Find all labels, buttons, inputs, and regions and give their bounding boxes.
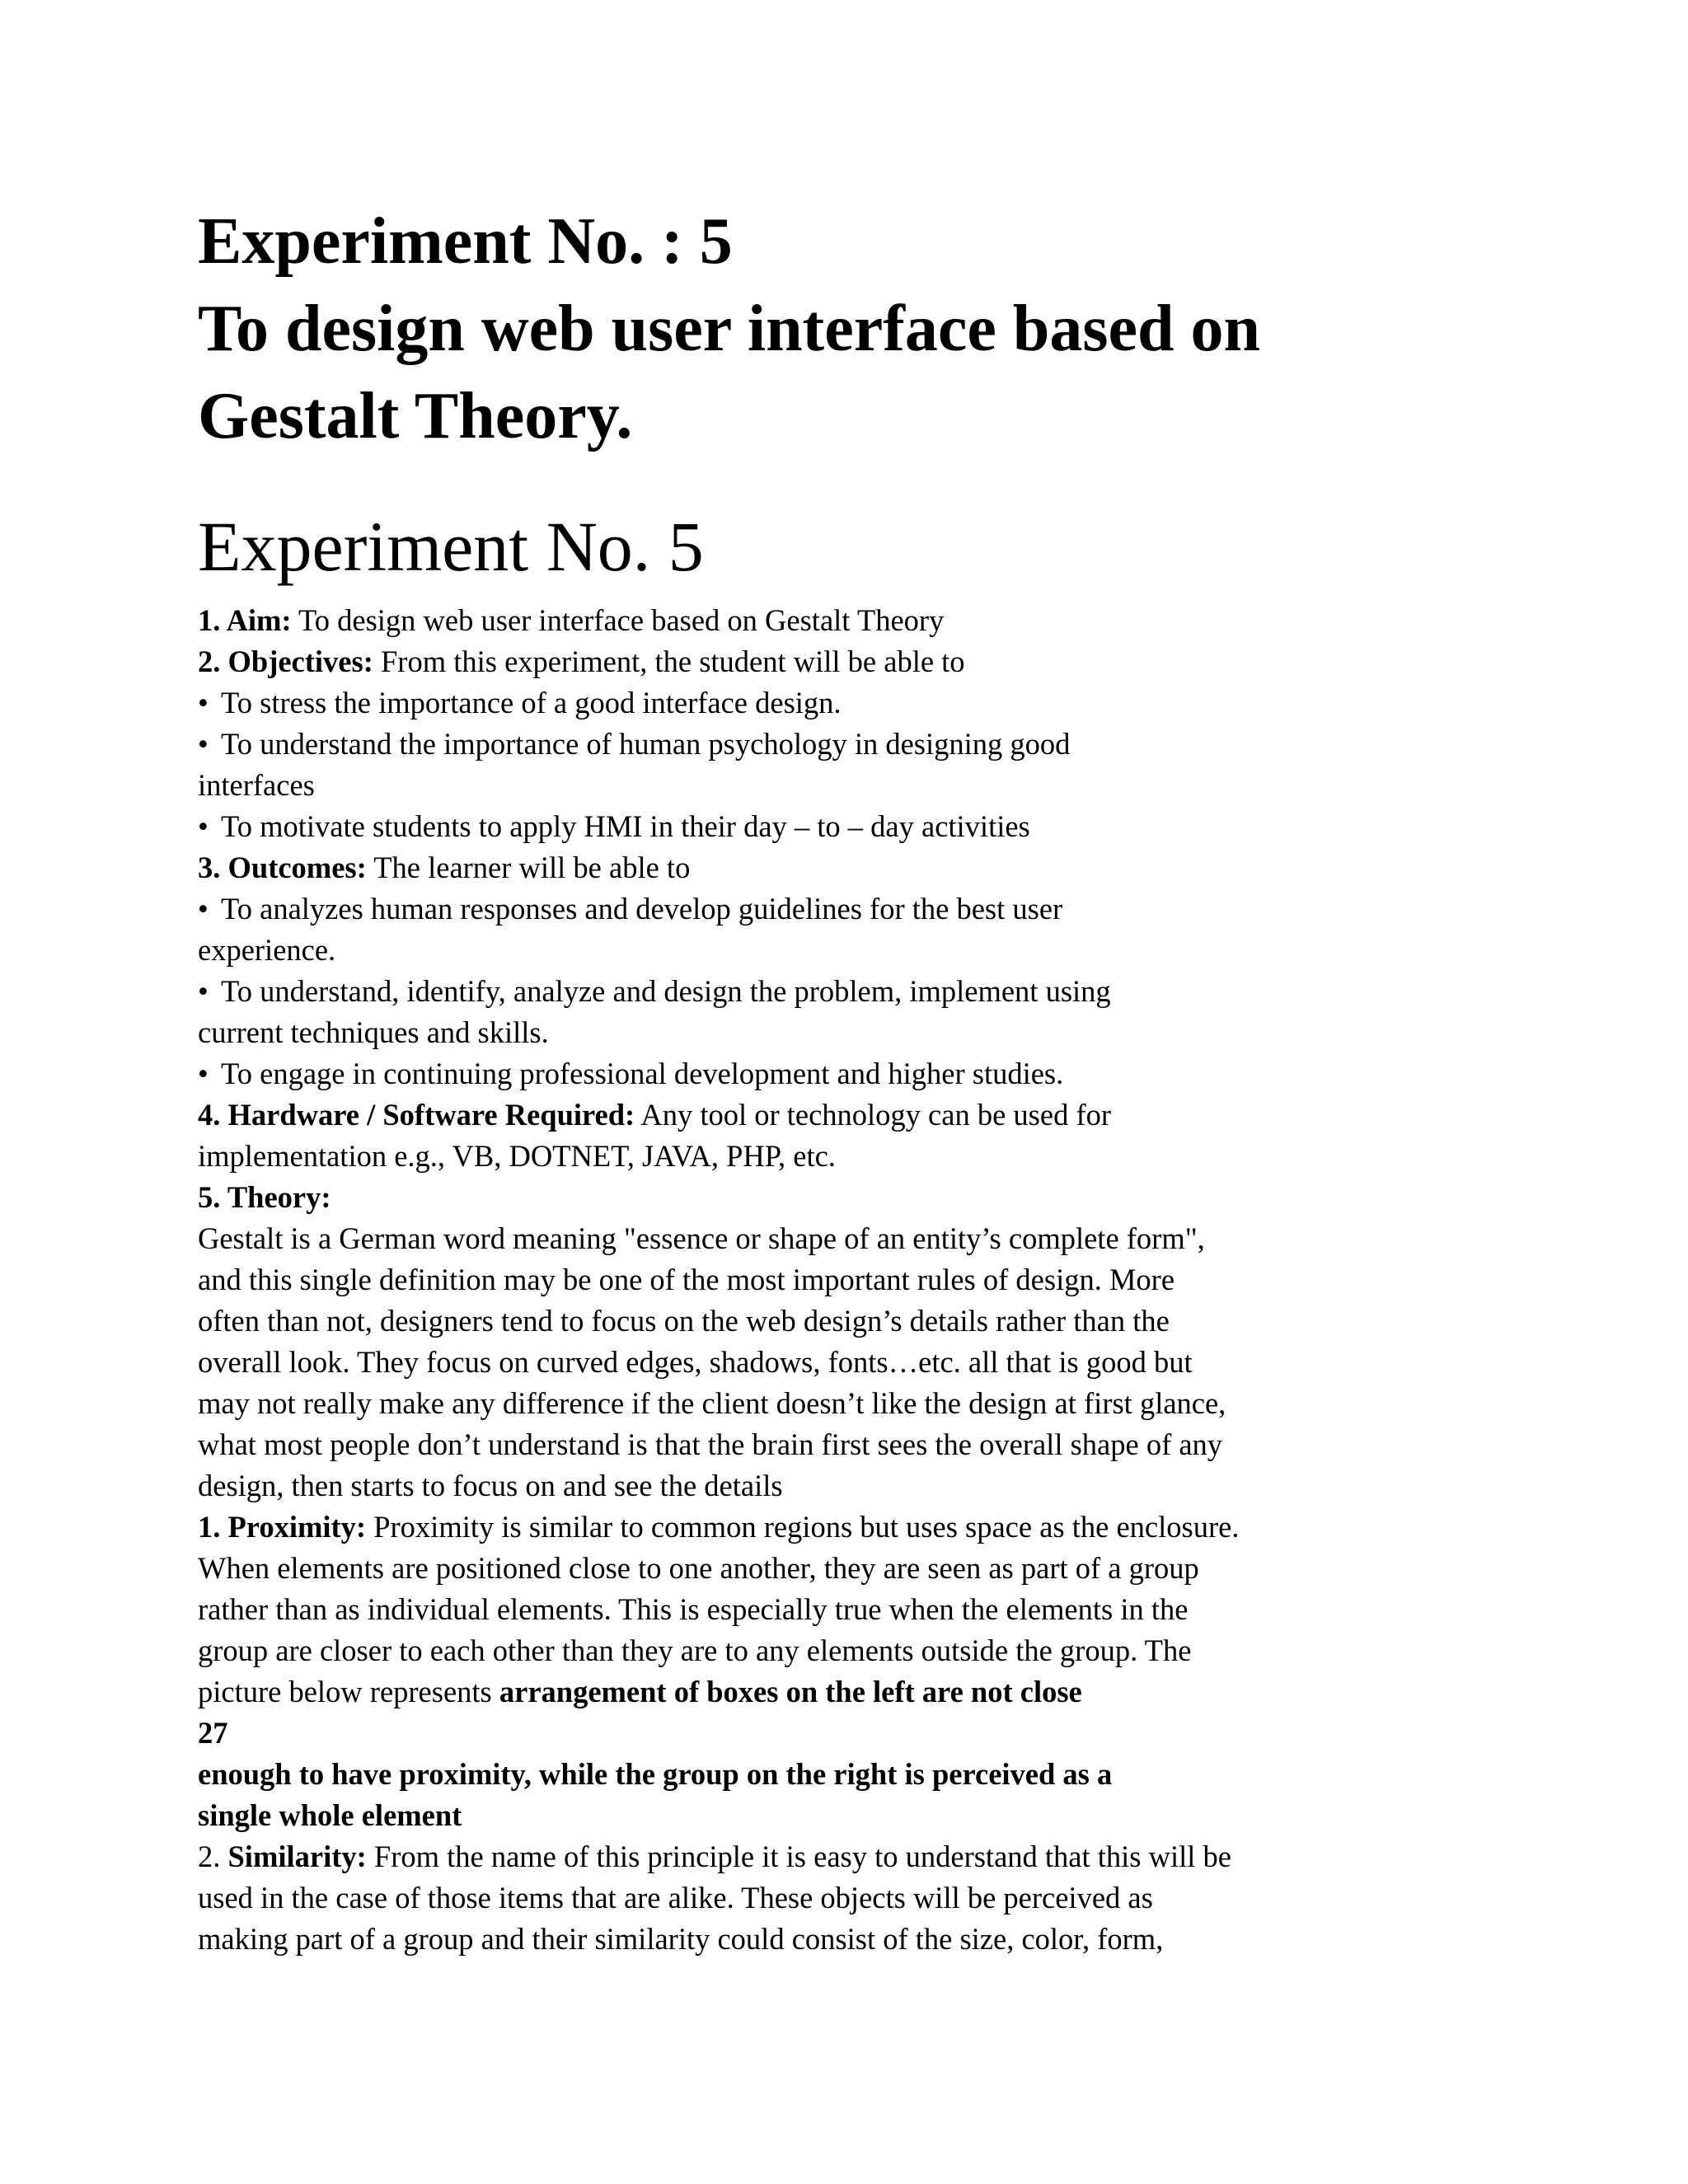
theory-paragraph-line: design, then starts to focus on and see the details [198,1469,783,1502]
objectives-line [198,641,1484,682]
bullet-icon: • [198,1057,209,1090]
title-line-2: To design web user interface based on [198,293,1260,365]
objective-bullet-2-cont: interfaces [198,768,315,802]
similarity-paragraph-line: used in the case of those items that are alike. These objects will be perceived as [198,1881,1153,1915]
outcome-bullet-1-cont: experience. [198,933,336,967]
proximity-paragraph-line: rather than as individual elements. This is especially true when the elements in the [198,1592,1189,1626]
document-body [198,600,1484,1960]
outcome-text-2: To understand, identify, analyze and design the problem, implement using [221,974,1111,1008]
outcomes-line [198,847,1484,888]
objective-bullet-2 [198,724,1484,765]
page-number: 27 [198,1716,228,1750]
bullet-icon: • [198,809,209,843]
proximity-text: Proximity is similar to common regions but uses space as the enclosure. [366,1510,1240,1544]
proximity-last-bold: arrangement of boxes on the left are not close [499,1675,1082,1708]
objective-text-3: To motivate students to apply HMI in their day – to – day activities [221,809,1030,843]
outcome-text-1: To analyzes human responses and develop guidelines for the best user [221,892,1063,926]
objective-bullet-1 [198,682,1484,724]
outcomes-label: 3. Outcomes: [198,851,367,884]
theory-label: 5. Theory: [198,1180,331,1214]
theory-paragraph-line: and this single definition may be one of the most important rules of design. More [198,1263,1175,1296]
theory-paragraph-line: overall look. They focus on curved edges, shadows, fonts…etc. all that is good but [198,1345,1193,1379]
theory-paragraph-line: often than not, designers tend to focus on the web design’s details rather than the [198,1304,1170,1338]
proximity-line [198,1507,1484,1548]
hardware-label: 4. Hardware / Software Required: [198,1098,635,1132]
proximity-paragraph-line: group are closer to each other than they are to any elements outside the group. The [198,1633,1192,1667]
objective-text-1: To stress the importance of a good interface design. [221,686,842,719]
outcome-bullet-2-cont: current techniques and skills. [198,1015,549,1049]
proximity-last-plain: picture below represents [198,1675,499,1708]
similarity-text: From the name of this principle it is easy to understand that this will be [366,1840,1231,1873]
objectives-label: 2. Objectives: [198,644,373,678]
outcome-bullet-3 [198,1053,1484,1094]
aim-text: To design web user interface based on Gestalt Theory [291,603,945,637]
similarity-label: Similarity: [227,1840,367,1873]
proximity-last-line [198,1671,1484,1713]
hardware-line [198,1094,1484,1136]
outcome-bullet-1 [198,888,1484,930]
bullet-icon: • [198,974,209,1008]
bullet-icon: • [198,686,209,719]
document-page [198,198,1484,1960]
objective-text-2: To understand the importance of human psychology in designing good [221,727,1071,761]
title-line-1: Experiment No. : 5 [198,205,733,278]
experiment-heading: Experiment No. 5 [198,507,704,586]
aim-line [198,600,1484,641]
objectives-text: From this experiment, the student will be able to [373,644,965,678]
theory-paragraph-line: what most people don’t understand is that the brain first sees the overall shape of any [198,1427,1223,1461]
similarity-number: 2. [198,1840,228,1873]
objective-bullet-3 [198,806,1484,847]
outcome-text-3: To engage in continuing professional development and higher studies. [221,1057,1064,1090]
bullet-icon: • [198,892,209,926]
title-line-3: Gestalt Theory. [198,380,633,452]
proximity-bold-line: enough to have proximity, while the group on the right is perceived as a [198,1757,1113,1791]
hardware-text: Any tool or technology can be used for [635,1098,1111,1132]
hardware-line-2: implementation e.g., VB, DOTNET, JAVA, PHP, etc. [198,1139,836,1173]
theory-paragraph-line: Gestalt is a German word meaning "essence or shape of an entity’s complete form", [198,1221,1205,1255]
similarity-paragraph-line: making part of a group and their similarity could consist of the size, color, form, [198,1922,1164,1956]
similarity-line [198,1836,1484,1877]
outcomes-text: The learner will be able to [366,851,691,884]
proximity-bold-line: single whole element [198,1798,462,1832]
outcome-bullet-2 [198,971,1484,1012]
theory-paragraph-line: may not really make any difference if the client doesn’t like the design at first glance, [198,1386,1226,1420]
proximity-paragraph-line: When elements are positioned close to one another, they are seen as part of a group [198,1551,1199,1585]
proximity-label: 1. Proximity: [198,1510,367,1544]
bullet-icon: • [198,727,209,761]
document-title [198,198,1484,460]
aim-label: 1. Aim: [198,603,292,637]
